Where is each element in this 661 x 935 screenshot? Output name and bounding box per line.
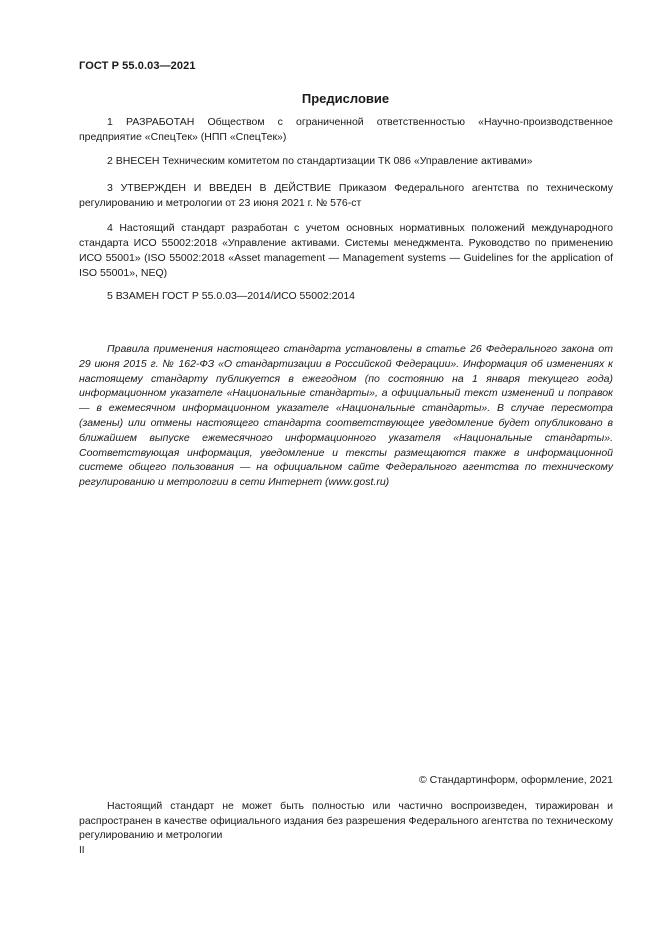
foreword-item-approved: 3 УТВЕРЖДЕН И ВВЕДЕН В ДЕЙСТВИЕ Приказом Федерального агентства по техническому регулированию и метрологии от 23 июня 2021 г. № 576-ст xyxy=(79,182,613,209)
foreword-item-developed: 1 РАЗРАБОТАН Обществом с ограниченной ответственностью «Научно-производственное предприятие «СпецТек» (НПП «СпецТек») xyxy=(79,116,613,143)
reproduction-rights-text: Настоящий стандарт не может быть полностью или частично воспроизведен, тиражирован и распространен в качестве официального издания без разрешения Федерального агентства по техническому регулированию и метрологии xyxy=(79,800,613,841)
page-number: II xyxy=(79,845,85,856)
page-title: Предисловие xyxy=(301,91,390,106)
document-code: ГОСТ Р 55.0.03—2021 xyxy=(79,60,196,72)
application-rules-notice: Правила применения настоящего стандарта установлены в статье 26 Федерального закона от 29 июня 2015 г. № 162-ФЗ «О стандартизации в Российской Федерации». Информация об изменениях к настоящему стандарту публикуется в ежегодном (по состоянию на 1 января текущего года) информационном указателе «Национальные стандарты», а официальный текст изменений и поправок — в ежемесячном информационном указателе «Национальные стандарты». В случае пересмотра (замены) или отмены настоящего стандарта соответствующее уведомление будет опубликовано в ближайшем выпуске ежемесячного информационного указателя «Национальные стандарты». Соответствующая информация, уведомление и тексты размещаются также в информационной системе общего пользования — на официальном сайте Федерального агентства по техническому регулированию и метрологии в сети Интернет (www.gost.ru) xyxy=(79,343,613,489)
foreword-item-basis: 4 Настоящий стандарт разработан с учетом основных нормативных положений международного стандарта ИСО 55002:2018 «Управление активами. Системы менеджмента. Руководство по применению ИСО 55001» (ISO 55002:2018 «Asset management — Management systems — Guidelines for the application of ISO 55001», NEQ) xyxy=(79,222,613,279)
copyright-line: © Стандартинформ, оформление, 2021 xyxy=(418,774,613,786)
foreword-item-submitted: 2 ВНЕСЕН Техническим комитетом по стандартизации ТК 086 «Управление активами» xyxy=(107,155,533,167)
foreword-item-replaces: 5 ВЗАМЕН ГОСТ Р 55.0.03—2014/ИСО 55002:2014 xyxy=(107,290,356,302)
